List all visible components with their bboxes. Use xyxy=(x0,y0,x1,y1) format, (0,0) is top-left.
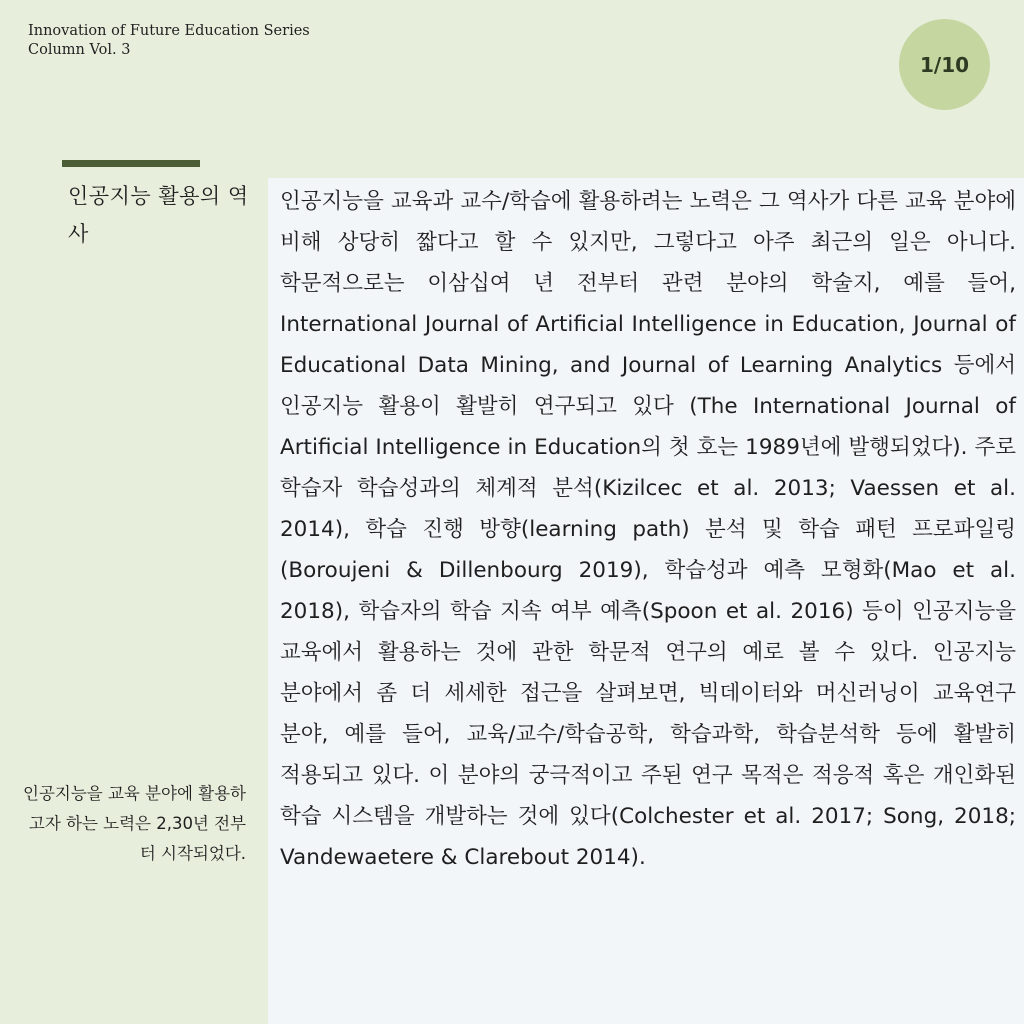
article-body: 인공지능을 교육과 교수/학습에 활용하려는 노력은 그 역사가 다른 교육 분야에 비해 상당히 짧다고 할 수 있지만, 그렇다고 아주 최근의 일은 아니다. 학문적으로는 이삼십여 년 전부터 관련 분야의 학술지, 예를 들어, International Journal of Artificial Intelligence in Education, Journal of Educational Data Mining, and Journal of Learning Analytics 등에서 인공지능 활용이 활발히 연구되고 있다 (The International Journal of Artificial Intelligence in Education의 첫 호는 1989년에 발행되었다). 주로 학습자 학습성과의 체계적 분석(Kizilcec et al. 2013; Vaessen et al. 2014), 학습 진행 방향(learning path) 분석 및 학습 패턴 프로파일링(Boroujeni & Dillenbourg 2019), 학습성과 예측 모형화(Mao et al. 2018), 학습자의 학습 지속 여부 예측(Spoon et al. 2016) 등이 인공지능을 교육에서 활용하는 것에 관한 학문적 연구의 예로 볼 수 있다. 인공지능 분야에서 좀 더 세세한 접근을 살펴보면, 빅데이터와 머신러닝이 교육연구 분야, 예를 들어, 교육/교수/학습공학, 학습과학, 학습분석학 등에 활발히 적용되고 있다. 이 분야의 궁극적이고 주된 연구 목적은 적응적 혹은 개인화된 학습 시스템을 개발하는 것에 있다(Colchester et al. 2017; Song, 2018; Vandewaetere & Clarebout 2014). xyxy=(280,189,1016,870)
section-title: 인공지능 활용의 역사 xyxy=(68,184,249,246)
series-header xyxy=(28,22,310,60)
page-indicator-text: 1/10 xyxy=(919,52,970,77)
article-panel xyxy=(268,178,1024,1024)
page-indicator-badge xyxy=(899,19,990,110)
pull-quote: 인공지능을 교육 분야에 활용하고자 하는 노력은 2,30년 전부터 시작되었다. xyxy=(23,784,246,863)
column-volume: Column Vol. 3 xyxy=(28,42,131,58)
series-title: Innovation of Future Education Series xyxy=(28,23,310,39)
section-accent-bar xyxy=(62,160,200,167)
